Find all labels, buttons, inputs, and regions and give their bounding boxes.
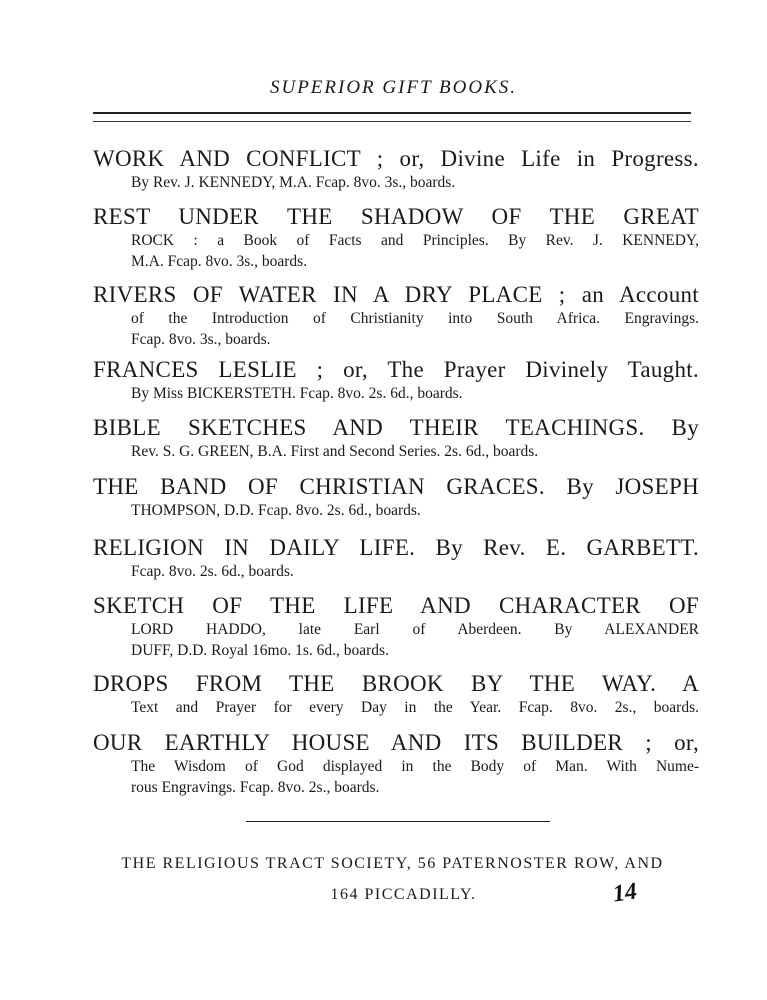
book-details: DUFF, D.D. Royal 16mo. 1s. 6d., boards.: [131, 642, 389, 659]
book-details: rous Engravings. Fcap. 8vo. 2s., boards.: [131, 779, 380, 796]
book-details: M.A. Fcap. 8vo. 3s., boards.: [131, 253, 308, 270]
bottom-rule: [246, 821, 550, 822]
book-title: DROPS FROM THE BROOK BY THE WAY. A: [93, 671, 699, 696]
publisher-imprint: THE RELIGIOUS TRACT SOCIETY, 56 PATERNOSTER ROW, AND: [121, 855, 664, 872]
top-rule-thin: [93, 121, 691, 122]
book-entry: [93, 474, 699, 521]
running-head: SUPERIOR GIFT BOOKS.: [269, 77, 518, 98]
book-details: Fcap. 8vo. 2s. 6d., boards.: [131, 563, 294, 580]
book-details: LORD HADDO, late Earl of Aberdeen. By ALEXANDER: [131, 621, 699, 638]
book-title: WORK AND CONFLICT ; or, Divine Life in Progress.: [93, 146, 699, 171]
book-entry: [93, 415, 699, 462]
book-details: Rev. S. G. GREEN, B.A. First and Second Series. 2s. 6d., boards.: [131, 443, 539, 460]
book-details: of the Introduction of Christianity into South Africa. Engravings.: [131, 310, 699, 327]
book-entry: [93, 282, 699, 350]
book-entry: [93, 535, 699, 582]
book-title: FRANCES LESLIE ; or, The Prayer Divinely Taught.: [93, 357, 699, 382]
publisher-address: 164 PICCADILLY.: [330, 886, 477, 903]
book-entry: [93, 671, 699, 718]
book-title: RIVERS OF WATER IN A DRY PLACE ; an Account: [93, 282, 699, 307]
book-title: SKETCH OF THE LIFE AND CHARACTER OF: [93, 593, 699, 618]
book-details: By Rev. J. KENNEDY, M.A. Fcap. 8vo. 3s., boards.: [131, 174, 456, 191]
book-details: The Wisdom of God displayed in the Body of Man. With Nume-: [131, 758, 699, 775]
handwritten-mark: 14: [611, 878, 639, 908]
book-entry: [93, 357, 699, 404]
book-details: THOMPSON, D.D. Fcap. 8vo. 2s. 6d., boards.: [131, 502, 421, 519]
book-title: REST UNDER THE SHADOW OF THE GREAT: [93, 204, 699, 229]
book-details: By Miss BICKERSTETH. Fcap. 8vo. 2s. 6d., boards.: [131, 385, 463, 402]
book-details: Text and Prayer for every Day in the Year. Fcap. 8vo. 2s., boards.: [131, 699, 699, 716]
top-rule-thick: [93, 112, 691, 114]
book-entry: [93, 730, 699, 798]
book-entry: [93, 146, 699, 193]
book-details: Fcap. 8vo. 3s., boards.: [131, 331, 271, 348]
book-details: ROCK : a Book of Facts and Principles. By Rev. J. KENNEDY,: [131, 232, 699, 249]
book-title: OUR EARTHLY HOUSE AND ITS BUILDER ; or,: [93, 730, 699, 755]
book-title: BIBLE SKETCHES AND THEIR TEACHINGS. By: [93, 415, 699, 440]
book-title: RELIGION IN DAILY LIFE. By Rev. E. GARBETT.: [93, 535, 699, 560]
book-entry: [93, 593, 699, 661]
book-entry: [93, 204, 699, 272]
book-title: THE BAND OF CHRISTIAN GRACES. By JOSEPH: [93, 474, 699, 499]
